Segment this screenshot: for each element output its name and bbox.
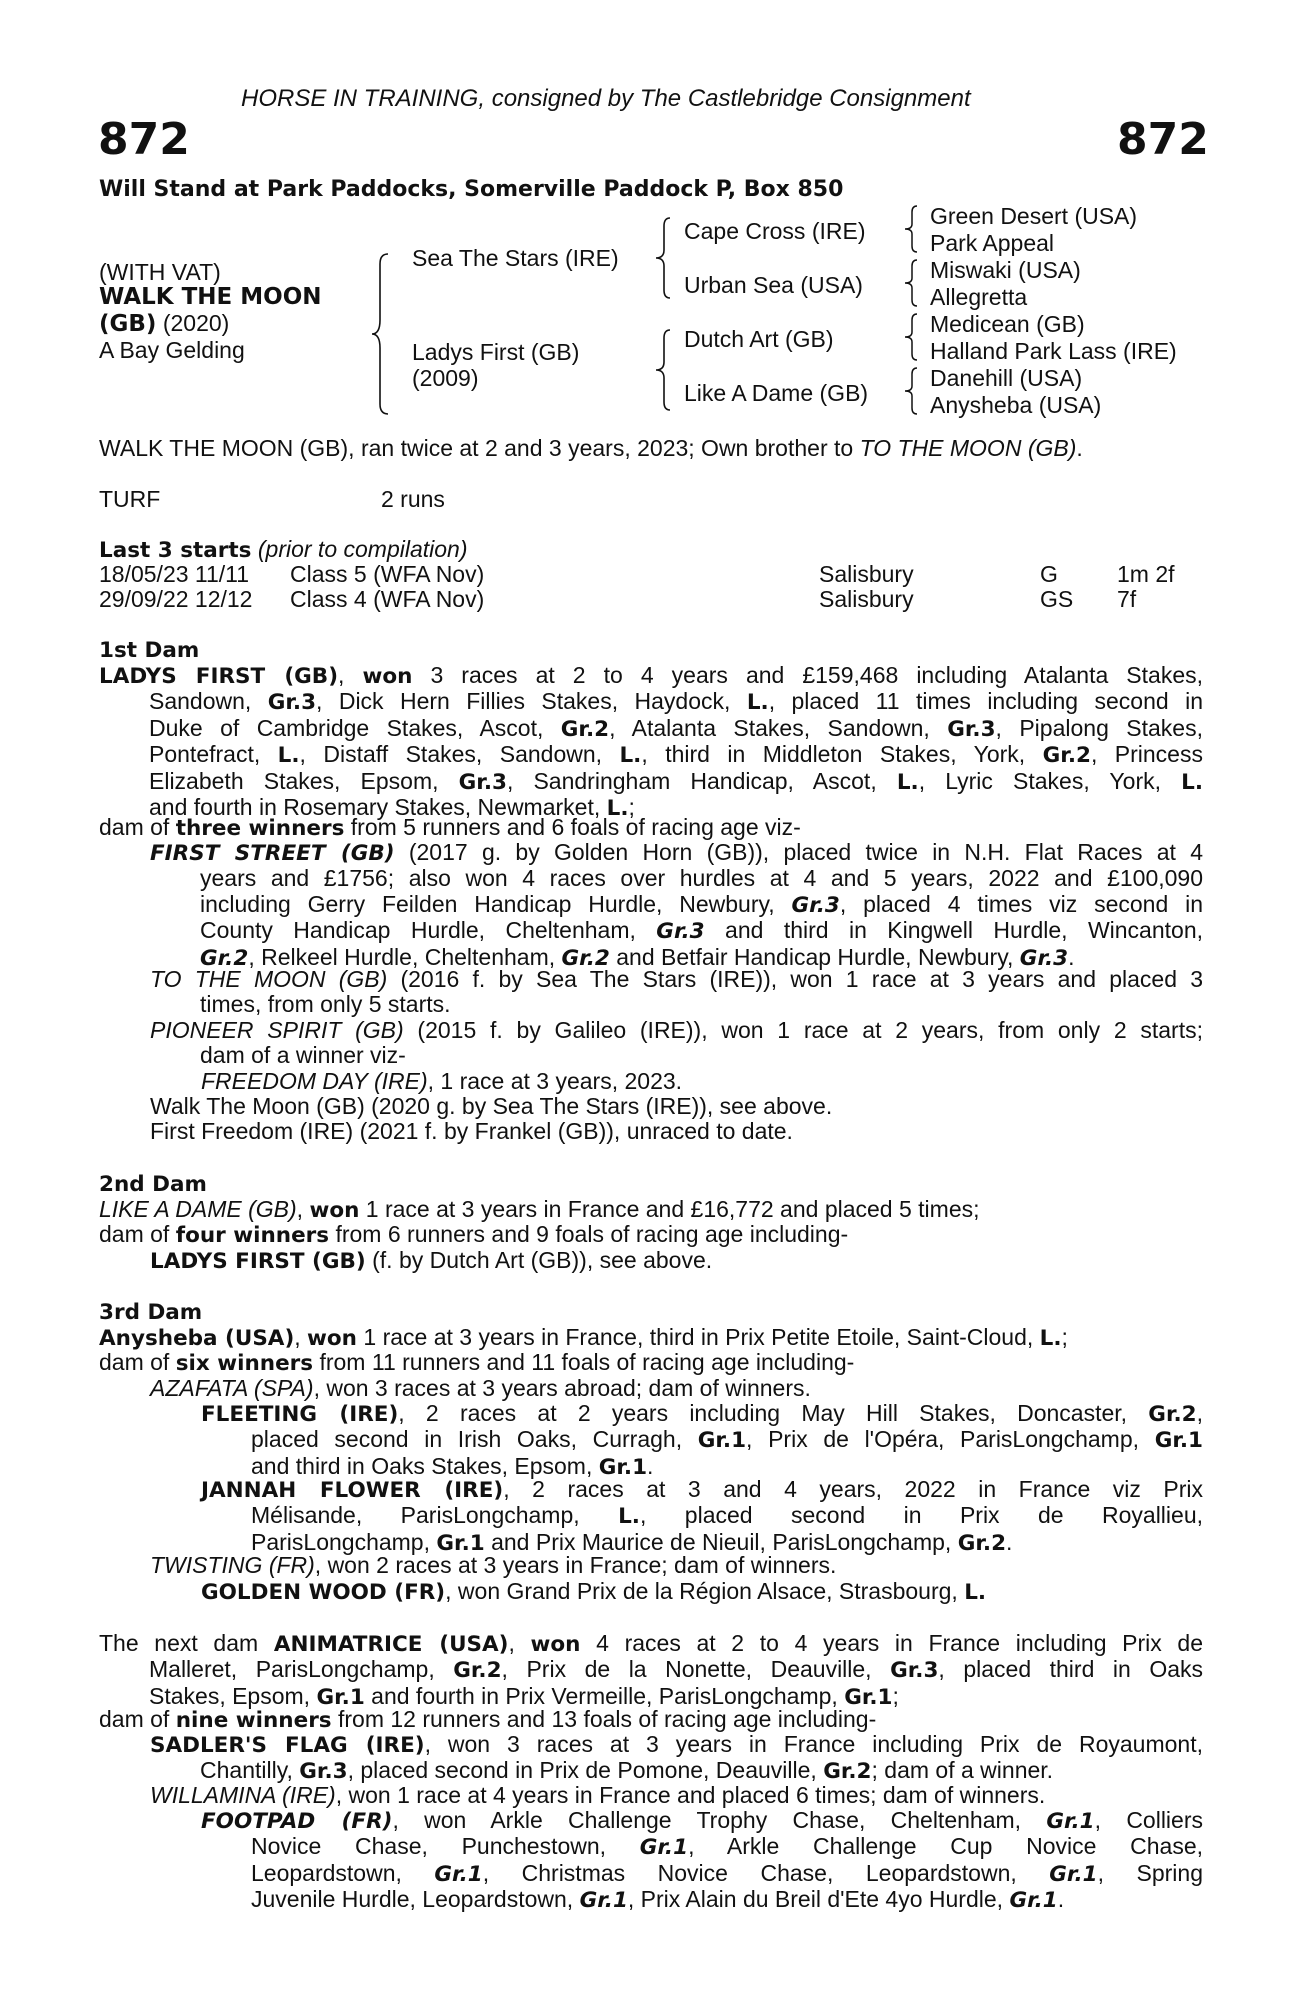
- emphasis-text: L.: [277, 743, 300, 769]
- italic-text: AZAFATA (SPA): [150, 1375, 314, 1401]
- start-distance: 7f: [1117, 586, 1137, 612]
- emphasis-text: Gr.2: [1042, 743, 1091, 769]
- second-dam-produce-ladys-first: LADYS FIRST (GB) (f. by Dutch Art (GB)), see above.: [150, 1247, 713, 1274]
- italic-text: WILLAMINA (IRE): [150, 1782, 336, 1808]
- start-course: Salisbury: [819, 586, 914, 612]
- emphasis-text: Gr.1: [697, 1428, 747, 1454]
- text-line: FOOTPAD (FR), won Arkle Challenge Trophy Chase, Cheltenham, Gr.1, Colliers: [201, 1807, 1203, 1834]
- start-date-pos: 29/09/22 12/12: [99, 586, 253, 612]
- produce-fleeting: [201, 1401, 1203, 1480]
- start-going: GS: [1040, 586, 1074, 612]
- italic-text: TWISTING (FR): [150, 1552, 315, 1578]
- ggp-7: Danehill (USA): [930, 365, 1083, 391]
- emphasis-text: FOOTPAD (FR): [201, 1809, 393, 1834]
- text-line: years and £1756; also won 4 races over hurdles at 4 and 5 years, 2022 and £100,090: [200, 865, 1203, 892]
- turf-runs: 2 runs: [381, 486, 445, 512]
- produce-walk-the-moon: Walk The Moon (GB) (2020 g. by Sea The Stars (IRE)), see above.: [150, 1093, 833, 1119]
- text-line: TO THE MOON (GB) (2016 f. by Sea The Stars (IRE)), won 1 race at 3 years and placed 3: [150, 966, 1203, 992]
- text-line: Duke of Cambridge Stakes, Ascot, Gr.2, Atalanta Stakes, Sandown, Gr.3, Pipalong Stakes,: [149, 714, 1203, 742]
- start-class: Class 4 (WFA Nov): [290, 586, 485, 612]
- italic-text: FREEDOM DAY (IRE): [201, 1068, 428, 1094]
- pedigree-brace-ggp-1: [905, 206, 921, 252]
- text-line: and fourth in Rosemary Stakes, Newmarket, L.;: [149, 794, 635, 822]
- produce-willamina: WILLAMINA (IRE), won 1 race at 4 years in France and placed 6 times; dam of winners.: [150, 1782, 1046, 1808]
- ggp-8: Anysheba (USA): [930, 392, 1102, 418]
- last-starts-heading: [99, 537, 468, 563]
- start-course: Salisbury: [819, 561, 914, 587]
- emphasis-text: Gr.2: [823, 1759, 872, 1785]
- text-line: PIONEER SPIRIT (GB) (2015 f. by Galileo (IRE)), won 1 race at 2 years, from only 2 starts;: [150, 1017, 1203, 1043]
- pedigree-brace-sire: [656, 218, 676, 298]
- italic-text: LIKE A DAME (GB): [99, 1196, 297, 1222]
- produce-azafata: AZAFATA (SPA), won 3 races at 3 years abroad; dam of winners.: [150, 1375, 811, 1401]
- emphasis-text: won: [530, 1632, 581, 1657]
- third-dam-record: Anysheba (USA), won 1 race at 3 years in France, third in Prix Petite Etoile, Saint-Cloud, L.;: [99, 1324, 1068, 1351]
- text-line: SADLER'S FLAG (IRE), won 3 races at 3 years in France including Prix de Royaumont,: [150, 1731, 1203, 1758]
- emphasis-text: L.: [618, 1504, 640, 1530]
- emphasis-text: L.: [746, 690, 769, 716]
- horse-description: A Bay Gelding: [99, 337, 245, 363]
- ggp-3: Miswaki (USA): [930, 257, 1081, 283]
- emphasis-text: Gr.1: [436, 1530, 485, 1556]
- emphasis-text: Gr.2: [957, 1530, 1007, 1556]
- emphasis-text: GOLDEN WOOD (FR): [201, 1580, 446, 1605]
- emphasis-text: Gr.2: [1148, 1402, 1197, 1427]
- sire: Sea The Stars (IRE): [412, 245, 619, 271]
- pedigree-brace-ggp-4: [905, 368, 921, 414]
- turf-label: TURF: [99, 486, 161, 512]
- emphasis-text: Gr.3: [890, 1658, 939, 1684]
- emphasis-text: Gr.1: [1009, 1888, 1058, 1914]
- pedigree-brace-main: [372, 254, 392, 414]
- text-line: FIRST STREET (GB) (2017 g. by Golden Horn (GB)), placed twice in N.H. Flat Races at 4: [150, 839, 1203, 866]
- dam-year: (2009): [412, 365, 479, 391]
- text-line: The next dam ANIMATRICE (USA), won 4 races at 2 to 4 years in France including Prix de: [99, 1630, 1203, 1657]
- produce-first-street: [150, 840, 1203, 971]
- emphasis-text: four winners: [175, 1223, 330, 1248]
- start-date-pos: 18/05/23 11/11: [99, 561, 250, 587]
- sire-dam: Urban Sea (USA): [684, 272, 863, 298]
- text-line: Sandown, Gr.3, Dick Hern Fillies Stakes, Haydock, L., placed 11 times including second in: [149, 688, 1203, 716]
- third-dam-produce-summary: dam of six winners from 11 runners and 11 foals of racing age including-: [99, 1349, 855, 1376]
- text-line: dam of a winner viz-: [200, 1042, 406, 1069]
- emphasis-text: FLEETING (IRE): [201, 1402, 399, 1427]
- text-line: placed second in Irish Oaks, Curragh, Gr.1, Prix de l'Opéra, ParisLongchamp, Gr.1: [251, 1426, 1203, 1454]
- text-line: LADYS FIRST (GB), won 3 races at 2 to 4 years and £159,468 including Atalanta Stakes,: [99, 662, 1204, 689]
- emphasis-text: Gr.1: [639, 1835, 689, 1861]
- pedigree-brace-ggp-3: [905, 314, 921, 360]
- first-dam-heading: 1st Dam: [99, 638, 200, 663]
- ggp-1: Green Desert (USA): [930, 203, 1138, 229]
- text-line: times, from only 5 starts.: [200, 991, 451, 1018]
- stand-location: Will Stand at Park Paddocks, Somerville Paddock P, Box 850: [99, 177, 844, 202]
- first-dam-produce-summary: dam of three winners from 5 runners and 6 foals of racing age viz-: [99, 814, 801, 841]
- lot-number-left: 872: [98, 114, 190, 165]
- last-starts-subtitle: (prior to compilation): [257, 536, 468, 562]
- text-line: Leopardstown, Gr.1, Christmas Novice Chase, Leopardstown, Gr.1, Spring: [251, 1859, 1203, 1887]
- text-line: including Gerry Feilden Handicap Hurdle, Newbury, Gr.3, placed 4 times viz second in: [200, 890, 1203, 918]
- emphasis-text: Gr.3: [947, 716, 996, 742]
- emphasis-text: six winners: [175, 1351, 314, 1376]
- emphasis-text: LADYS FIRST (GB): [99, 664, 339, 689]
- dam-dam: Like A Dame (GB): [684, 380, 869, 406]
- text-line: ParisLongchamp, Gr.1 and Prix Maurice de Nieuil, ParisLongchamp, Gr.2.: [251, 1528, 1013, 1556]
- emphasis-text: Gr.1: [316, 1684, 365, 1710]
- emphasis-text: L.: [896, 769, 919, 795]
- first-dam-record: [99, 663, 1203, 821]
- text-line: JANNAH FLOWER (IRE), 2 races at 3 and 4 years, 2022 in France viz Prix: [201, 1476, 1203, 1503]
- emphasis-text: LADYS FIRST (GB): [150, 1249, 366, 1274]
- emphasis-text: Gr.3: [299, 1759, 348, 1785]
- vat-note: (WITH VAT): [99, 259, 221, 285]
- emphasis-text: won: [307, 1326, 357, 1351]
- emphasis-text: L.: [964, 1580, 987, 1605]
- emphasis-text: Gr.1: [1154, 1428, 1203, 1454]
- ggp-6: Halland Park Lass (IRE): [930, 338, 1177, 364]
- emphasis-text: Gr.2: [200, 945, 249, 971]
- produce-first-freedom: First Freedom (IRE) (2021 f. by Frankel (GB)), unraced to date.: [150, 1118, 793, 1144]
- emphasis-text: won: [309, 1198, 360, 1223]
- race-summary-sibling: TO THE MOON (GB): [859, 435, 1077, 461]
- pedigree-brace-ggp-2: [905, 260, 921, 306]
- dam-name: Ladys First (GB): [412, 339, 580, 365]
- dam-sire: Dutch Art (GB): [684, 326, 834, 352]
- emphasis-text: Gr.3: [791, 892, 840, 918]
- next-dam-record: [99, 1631, 1203, 1710]
- text-line: Malleret, ParisLongchamp, Gr.2, Prix de la Nonette, Deauville, Gr.3, placed third in Oaks: [149, 1656, 1203, 1684]
- second-dam-heading: 2nd Dam: [99, 1172, 207, 1197]
- emphasis-text: nine winners: [175, 1708, 332, 1733]
- emphasis-text: Anysheba (USA): [99, 1326, 295, 1351]
- text-line: Mélisande, ParisLongchamp, L., placed second in Prix de Royallieu,: [251, 1502, 1204, 1530]
- text-line: Chantilly, Gr.3, placed second in Prix de Pomone, Deauville, Gr.2; dam of a winner.: [200, 1757, 1054, 1785]
- last-starts-title: Last 3 starts: [99, 538, 252, 563]
- lot-number-right: 872: [1117, 114, 1209, 165]
- emphasis-text: ANIMATRICE (USA): [273, 1632, 509, 1657]
- text-line: Gr.2, Relkeel Hurdle, Cheltenham, Gr.2 and Betfair Handicap Hurdle, Newbury, Gr.3.: [200, 943, 1075, 971]
- emphasis-text: L.: [606, 796, 629, 822]
- text-line: Juvenile Hurdle, Leopardstown, Gr.1, Prix Alain du Breil d'Ete 4yo Hurdle, Gr.1.: [251, 1886, 1065, 1914]
- text-line: and third in Oaks Stakes, Epsom, Gr.1.: [251, 1452, 654, 1480]
- produce-jannah-flower: [201, 1477, 1203, 1556]
- emphasis-text: SADLER'S FLAG (IRE): [150, 1733, 425, 1758]
- produce-twisting: TWISTING (FR), won 2 races at 3 years in France; dam of winners.: [150, 1552, 837, 1578]
- text-line: County Handicap Hurdle, Cheltenham, Gr.3 and third in Kingwell Hurdle, Wincanton,: [200, 917, 1204, 945]
- third-dam-heading: 3rd Dam: [99, 1300, 203, 1325]
- text-line: Novice Chase, Punchestown, Gr.1, Arkle Challenge Cup Novice Chase,: [251, 1833, 1204, 1861]
- emphasis-text: Gr.3: [1019, 945, 1069, 971]
- emphasis-text: won: [362, 664, 413, 689]
- emphasis-text: Gr.3: [656, 919, 705, 945]
- race-summary: [99, 436, 1083, 461]
- produce-pioneer-spirit: [150, 1018, 1203, 1069]
- emphasis-text: Gr.1: [844, 1684, 893, 1710]
- produce-sadlers-flag: [150, 1732, 1203, 1785]
- second-dam-produce-summary: dam of four winners from 6 runners and 9 foals of racing age including-: [99, 1221, 849, 1248]
- italic-text: TO THE MOON (GB): [150, 966, 388, 992]
- sire-sire: Cape Cross (IRE): [684, 218, 866, 244]
- horse-country: (GB): [99, 311, 157, 337]
- text-line: Elizabeth Stakes, Epsom, Gr.3, Sandringham Handicap, Ascot, L., Lyric Stakes, York, L.: [149, 767, 1203, 795]
- emphasis-text: Gr.2: [561, 945, 610, 971]
- emphasis-text: L.: [1181, 769, 1203, 795]
- start-distance: 1m 2f: [1117, 561, 1175, 587]
- race-summary-end: .: [1076, 435, 1083, 461]
- emphasis-text: Gr.1: [1049, 1861, 1098, 1887]
- ggp-2: Park Appeal: [930, 230, 1055, 256]
- emphasis-text: Gr.2: [560, 716, 610, 742]
- start-going: G: [1040, 561, 1058, 587]
- emphasis-text: L.: [1039, 1326, 1062, 1351]
- emphasis-text: three winners: [175, 816, 345, 841]
- text-line: Pontefract, L., Distaff Stakes, Sandown, L., third in Middleton Stakes, York, Gr.2, Princess: [149, 741, 1203, 769]
- text-line: FLEETING (IRE), 2 races at 2 years including May Hill Stakes, Doncaster, Gr.2,: [201, 1400, 1203, 1427]
- produce-golden-wood: GOLDEN WOOD (FR), won Grand Prix de la Région Alsace, Strasbourg, L.: [201, 1578, 987, 1605]
- ggp-4: Allegretta: [930, 284, 1028, 310]
- horse-country-year: [99, 311, 229, 337]
- text-line: Stakes, Epsom, Gr.1 and fourth in Prix Vermeille, ParisLongchamp, Gr.1;: [149, 1682, 899, 1710]
- race-summary-text: WALK THE MOON (GB), ran twice at 2 and 3 years, 2023; Own brother to: [99, 435, 860, 461]
- italic-text: PIONEER SPIRIT (GB): [150, 1017, 404, 1043]
- produce-to-the-moon: [150, 967, 1203, 1018]
- emphasis-text: Gr.1: [1046, 1809, 1095, 1834]
- emphasis-text: Gr.1: [579, 1888, 628, 1914]
- emphasis-text: Gr.2: [453, 1658, 502, 1684]
- second-dam-record: LIKE A DAME (GB), won 1 race at 3 years in France and £16,772 and placed 5 times;: [99, 1196, 980, 1223]
- produce-footpad: [201, 1808, 1203, 1914]
- horse-year: (2020): [156, 310, 230, 336]
- emphasis-text: L.: [619, 743, 642, 769]
- horse-name: WALK THE MOON: [99, 284, 322, 310]
- produce-freedom-day: FREEDOM DAY (IRE), 1 race at 3 years, 2023.: [201, 1068, 683, 1094]
- emphasis-text: FIRST STREET (GB): [150, 841, 395, 866]
- ggp-5: Medicean (GB): [930, 311, 1085, 337]
- pedigree-brace-dam: [656, 330, 676, 410]
- start-class: Class 5 (WFA Nov): [290, 561, 485, 587]
- emphasis-text: Gr.1: [598, 1454, 648, 1480]
- next-dam-produce-summary: dam of nine winners from 12 runners and 13 foals of racing age including-: [99, 1706, 877, 1733]
- emphasis-text: Gr.1: [434, 1861, 483, 1887]
- emphasis-text: Gr.3: [267, 690, 317, 716]
- consignment-line: HORSE IN TRAINING, consigned by The Castlebridge Consignment: [241, 85, 971, 112]
- emphasis-text: Gr.3: [458, 769, 507, 795]
- emphasis-text: JANNAH FLOWER (IRE): [201, 1478, 504, 1503]
